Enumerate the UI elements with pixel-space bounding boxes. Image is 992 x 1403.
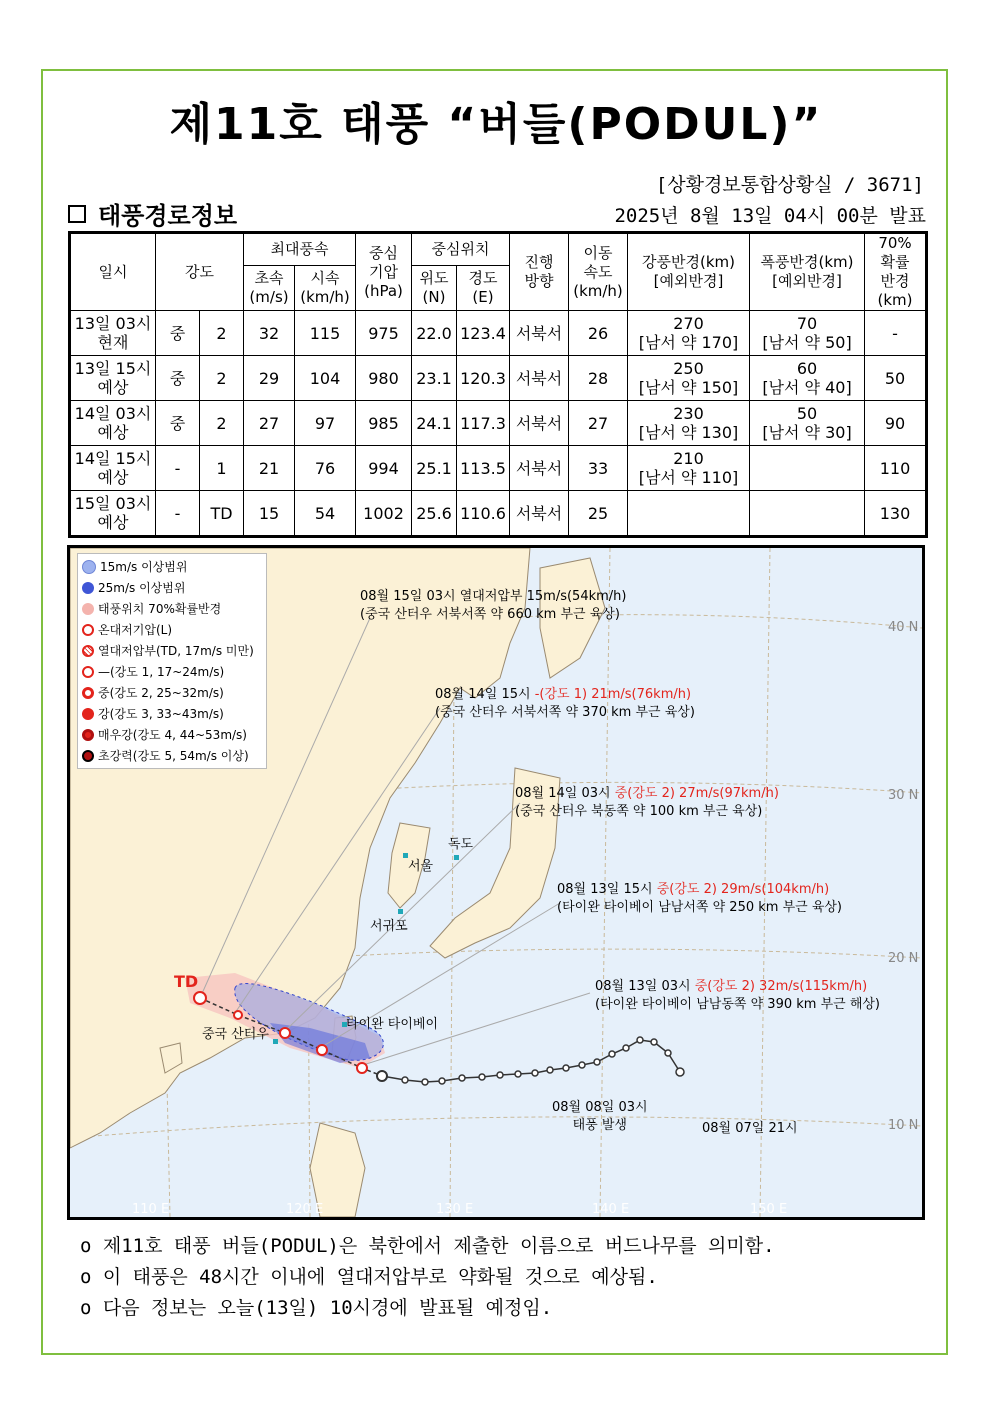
cell-datetime: 13일 03시 현재 xyxy=(70,311,156,356)
legend-item xyxy=(82,577,262,598)
cell-lon: 117.3 xyxy=(457,401,510,446)
cell-speed: 25 xyxy=(569,491,628,537)
legend-item xyxy=(82,619,262,640)
legend-item xyxy=(82,556,262,577)
cell-probability: 90 xyxy=(865,401,927,446)
cell-wind-kmh: 104 xyxy=(295,356,356,401)
cell-probability: 110 xyxy=(865,446,927,491)
cell-direction: 서북서 xyxy=(510,356,569,401)
cell-wind-ms: 27 xyxy=(244,401,295,446)
cell-storm-radius: 50 [남서 약 30] xyxy=(750,401,865,446)
legend-label: 매우강(강도 4, 44~53m/s) xyxy=(98,728,247,742)
lat-label-10: 10 N xyxy=(888,1118,919,1133)
cell-datetime: 15일 03시 예상 xyxy=(70,491,156,537)
cell-grade: - xyxy=(156,446,200,491)
lon-label-150: 150 E xyxy=(750,1202,788,1217)
lon-label-130: 130 E xyxy=(436,1202,474,1217)
legend-label: 25m/s 이상범위 xyxy=(98,581,186,595)
header-strong-radius: 강풍반경(km) [예외반경] xyxy=(628,233,750,311)
td-label: TD xyxy=(174,972,199,991)
cell-lat: 25.6 xyxy=(412,491,457,537)
cell-probability: 50 xyxy=(865,356,927,401)
header-max-wind: 최대풍속 xyxy=(244,233,356,266)
legend-item xyxy=(82,640,262,661)
table-row xyxy=(70,491,927,537)
cell-wind-kmh: 97 xyxy=(295,401,356,446)
cell-lon: 110.6 xyxy=(457,491,510,537)
place-shantou: 중국 산터우 xyxy=(202,1027,269,1042)
cell-pressure: 985 xyxy=(356,401,412,446)
place-seoul: 서울 xyxy=(408,859,434,874)
header-intensity: 강도 xyxy=(156,233,244,311)
typhoon-medium-icon xyxy=(82,687,94,699)
cell-pressure: 994 xyxy=(356,446,412,491)
note-item: o 다음 정보는 오늘(13일) 10시경에 발표될 예정임. xyxy=(80,1297,553,1319)
cell-strong-radius xyxy=(628,491,750,537)
typhoon-strong-icon xyxy=(82,708,94,720)
cell-direction: 서북서 xyxy=(510,401,569,446)
cell-direction: 서북서 xyxy=(510,311,569,356)
td-icon xyxy=(82,645,94,657)
annotation-aug14-15: 08월 14일 15시 -(강도 1) 21m/s(76km/h) (중국 산터우 서북서쪽 약 370 km 부근 육상) xyxy=(435,687,695,720)
header-probability: 70% 확률 반경 (km) xyxy=(865,233,927,311)
table-row xyxy=(70,446,927,491)
cell-grade: 중 xyxy=(156,311,200,356)
cell-pressure: 1002 xyxy=(356,491,412,537)
cell-lat: 23.1 xyxy=(412,356,457,401)
checkbox-icon xyxy=(68,205,86,223)
lon-label-140: 140 E xyxy=(592,1202,630,1217)
cell-storm-radius: 70 [남서 약 50] xyxy=(750,311,865,356)
place-taipei: 타이완 타이베이 xyxy=(346,1017,439,1032)
cell-grade: 중 xyxy=(156,401,200,446)
cell-storm-radius xyxy=(750,491,865,537)
annotation-start: 08월 07일 21시 xyxy=(702,1121,798,1136)
page-title: 제11호 태풍 “버들(PODUL)” xyxy=(169,99,823,150)
legend-item xyxy=(82,661,262,682)
legend-label: 열대저압부(TD, 17m/s 미만) xyxy=(98,644,254,658)
header-lat: 위도 (N) xyxy=(412,266,457,311)
cell-speed: 26 xyxy=(569,311,628,356)
cell-level: 1 xyxy=(200,446,244,491)
legend-item xyxy=(82,724,262,745)
header-wind-kmh: 시속 (km/h) xyxy=(295,266,356,311)
cell-strong-radius: 210 [남서 약 110] xyxy=(628,446,750,491)
header-datetime: 일시 xyxy=(70,233,156,311)
lon-label-120: 120 E xyxy=(286,1202,324,1217)
table-row xyxy=(70,356,927,401)
legend-label: 온대저기압(L) xyxy=(98,623,173,637)
note-item: o 이 태풍은 48시간 이내에 열대저압부로 약화될 것으로 예상됨. xyxy=(80,1266,658,1288)
section-title: 태풍경로정보 xyxy=(98,202,238,230)
cell-level: TD xyxy=(200,491,244,537)
legend-label: 초강력(강도 5, 54m/s 이상) xyxy=(98,749,249,763)
annotation-aug14-03: 08월 14일 03시 중(강도 2) 27m/s(97km/h) (중국 산터우 북동쪽 약 100 km 부근 육상) xyxy=(515,786,779,819)
cell-storm-radius xyxy=(750,446,865,491)
cell-storm-radius: 60 [남서 약 40] xyxy=(750,356,865,401)
cell-lon: 123.4 xyxy=(457,311,510,356)
legend-label: 중(강도 2, 25~32m/s) xyxy=(98,686,224,700)
cell-strong-radius: 230 [남서 약 130] xyxy=(628,401,750,446)
light-blue-dot xyxy=(82,560,96,574)
cell-lat: 25.1 xyxy=(412,446,457,491)
typhoon-weak-icon xyxy=(82,666,94,678)
legend-item xyxy=(82,598,262,619)
lat-label-40: 40 N xyxy=(888,620,919,635)
cell-strong-radius: 250 [남서 약 150] xyxy=(628,356,750,401)
cell-direction: 서북서 xyxy=(510,446,569,491)
annotation-aug13-15: 08월 13일 15시 중(강도 2) 29m/s(104km/h) (타이완 타이베이 남남서쪽 약 250 km 부근 육상) xyxy=(557,882,843,915)
cell-wind-ms: 21 xyxy=(244,446,295,491)
cell-probability: 130 xyxy=(865,491,927,537)
cell-grade: 중 xyxy=(156,356,200,401)
legend-label: 강(강도 3, 33~43m/s) xyxy=(98,707,224,721)
cell-probability: - xyxy=(865,311,927,356)
cell-wind-ms: 32 xyxy=(244,311,295,356)
legend-item xyxy=(82,745,262,766)
legend-label: 15m/s 이상범위 xyxy=(100,560,188,574)
past-track-points xyxy=(402,1037,684,1085)
cell-wind-kmh: 115 xyxy=(295,311,356,356)
cell-lon: 113.5 xyxy=(457,446,510,491)
cell-level: 2 xyxy=(200,356,244,401)
cell-speed: 27 xyxy=(569,401,628,446)
annotation-aug13-03: 08월 13일 03시 중(강도 2) 32m/s(115km/h) (타이완 타이베이 남남동쪽 약 390 km 부근 해상) xyxy=(595,979,881,1012)
cell-speed: 33 xyxy=(569,446,628,491)
map-legend xyxy=(77,553,267,769)
typhoon-track-table xyxy=(68,231,928,538)
annotation-aug15: 08월 15일 03시 열대저압부 15m/s(54km/h) (중국 산터우 서북서쪽 약 660 km 부근 육상) xyxy=(360,589,627,622)
cell-datetime: 14일 15시 예상 xyxy=(70,446,156,491)
cell-datetime: 13일 15시 예상 xyxy=(70,356,156,401)
typhoon-super-icon xyxy=(82,750,94,762)
legend-label: 태풍위치 70%확률반경 xyxy=(98,602,222,616)
blue-dot xyxy=(82,582,94,594)
track-table-body xyxy=(70,311,927,537)
annotation-genesis: 08월 08일 03시 태풍 발생 xyxy=(552,1100,648,1133)
cell-wind-kmh: 76 xyxy=(295,446,356,491)
typhoon-track-map xyxy=(67,545,925,1220)
cell-direction: 서북서 xyxy=(510,491,569,537)
typhoon-very-strong-icon xyxy=(82,729,94,741)
note-item: o 제11호 태풍 버들(PODUL)은 북한에서 제출한 이름으로 버드나무를 의미함. xyxy=(80,1235,775,1257)
legend-item xyxy=(82,682,262,703)
cell-lon: 120.3 xyxy=(457,356,510,401)
current-position-icon xyxy=(377,1071,387,1081)
place-dokdo: 독도 xyxy=(448,837,474,852)
section-heading xyxy=(68,196,237,231)
cell-pressure: 980 xyxy=(356,356,412,401)
legend-item xyxy=(82,703,262,724)
pink-dot xyxy=(82,603,94,615)
past-track-line xyxy=(382,1040,680,1082)
cell-speed: 28 xyxy=(569,356,628,401)
extratropical-icon xyxy=(82,624,94,636)
issued-time: 2025년 8월 13일 04시 00분 발표 xyxy=(614,205,926,227)
header-lon: 경도 (E) xyxy=(457,266,510,311)
cell-level: 2 xyxy=(200,311,244,356)
table-row xyxy=(70,401,927,446)
header-storm-radius: 폭풍반경(km) [예외반경] xyxy=(750,233,865,311)
header-center: 중심위치 xyxy=(412,233,510,266)
cell-lat: 24.1 xyxy=(412,401,457,446)
table-row xyxy=(70,311,927,356)
cell-wind-kmh: 54 xyxy=(295,491,356,537)
lat-label-20: 20 N xyxy=(888,951,919,966)
cell-lat: 22.0 xyxy=(412,311,457,356)
header-speed: 이동 속도 (km/h) xyxy=(569,233,628,311)
cell-grade: - xyxy=(156,491,200,537)
legend-label: —(강도 1, 17~24m/s) xyxy=(98,665,225,679)
cell-datetime: 14일 03시 예상 xyxy=(70,401,156,446)
lon-label-110: 110 E xyxy=(132,1202,170,1217)
header-direction: 진행 방향 xyxy=(510,233,569,311)
place-seogwipo: 서귀포 xyxy=(370,919,408,934)
cell-wind-ms: 15 xyxy=(244,491,295,537)
header-wind-ms: 초속 (m/s) xyxy=(244,266,295,311)
notes xyxy=(80,1231,775,1324)
lat-label-30: 30 N xyxy=(888,788,919,803)
header-pressure: 중심 기압 (hPa) xyxy=(356,233,412,311)
cell-strong-radius: 270 [남서 약 170] xyxy=(628,311,750,356)
cell-wind-ms: 29 xyxy=(244,356,295,401)
cell-level: 2 xyxy=(200,401,244,446)
cell-pressure: 975 xyxy=(356,311,412,356)
office-label: [상황경보통합상황실 / 3671] xyxy=(655,174,924,196)
